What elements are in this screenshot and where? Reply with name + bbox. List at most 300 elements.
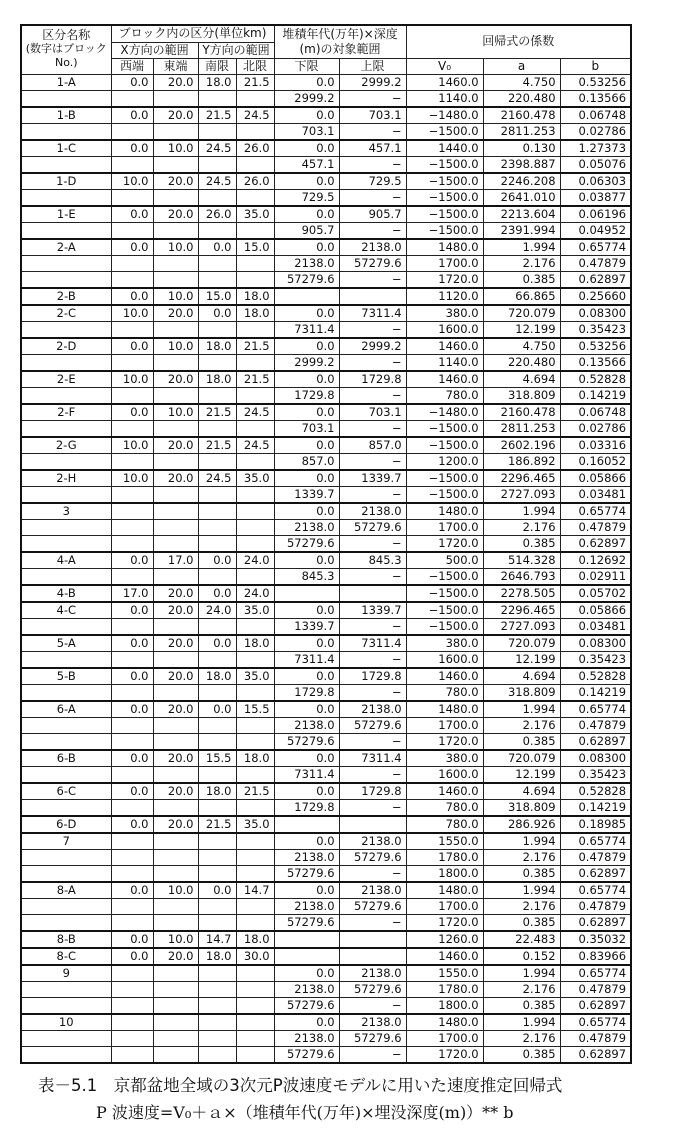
cell-west (111, 189, 153, 206)
cell-v0: −1500.0 (406, 618, 483, 635)
cell-upper: − (339, 535, 406, 552)
cell-south: 18.0 (198, 74, 236, 90)
table-row (21, 140, 631, 157)
cell-v0: 1600.0 (406, 766, 483, 783)
cell-b: 0.65774 (560, 965, 631, 982)
cell-a: 2.176 (483, 898, 560, 914)
cell-a: 0.385 (483, 997, 560, 1014)
cell-lower: 7311.4 (274, 321, 339, 338)
cell-zone (21, 914, 111, 931)
cell-upper: − (339, 1046, 406, 1063)
cell-a: 318.809 (483, 684, 560, 701)
cell-v0: 1480.0 (406, 503, 483, 520)
cell-lower: 2138.0 (274, 981, 339, 997)
cell-east: 10.0 (153, 288, 198, 305)
cell-upper: 2138.0 (339, 965, 406, 982)
cell-lower: 57279.6 (274, 1046, 339, 1063)
cell-north (236, 453, 274, 470)
cell-a: 0.385 (483, 271, 560, 288)
cell-a: 720.079 (483, 750, 560, 767)
cell-v0: 1720.0 (406, 1046, 483, 1063)
table-row (21, 635, 631, 652)
cell-lower: 2138.0 (274, 1030, 339, 1046)
cell-v0: 1460.0 (406, 371, 483, 388)
cell-west (111, 90, 153, 107)
cell-north (236, 898, 274, 914)
cell-a: 2602.196 (483, 437, 560, 454)
cell-south (198, 519, 236, 535)
cell-v0: 1460.0 (406, 948, 483, 965)
cell-b: 0.03481 (560, 486, 631, 503)
cell-a: 2296.465 (483, 602, 560, 619)
cell-west: 10.0 (111, 470, 153, 487)
cell-b: 0.62897 (560, 914, 631, 931)
cell-a: 2641.010 (483, 189, 560, 206)
cell-west: 0.0 (111, 931, 153, 948)
cell-lower: 0.0 (274, 305, 339, 322)
cell-v0: 1780.0 (406, 981, 483, 997)
cell-b: 0.02786 (560, 420, 631, 437)
cell-b: 0.16052 (560, 453, 631, 470)
cell-upper: 57279.6 (339, 849, 406, 865)
cell-v0: 1700.0 (406, 519, 483, 535)
cell-west (111, 717, 153, 733)
cell-west (111, 387, 153, 404)
header-v0: V₀ (406, 58, 483, 74)
cell-south: 0.0 (198, 305, 236, 322)
table-row (21, 107, 631, 124)
cell-north (236, 766, 274, 783)
cell-upper: 1729.8 (339, 783, 406, 800)
header-upper: 上限 (339, 58, 406, 74)
cell-west: 0.0 (111, 107, 153, 124)
cell-v0: 780.0 (406, 799, 483, 816)
cell-lower: 2138.0 (274, 898, 339, 914)
cell-zone (21, 865, 111, 882)
cell-zone: 8-A (21, 882, 111, 899)
cell-v0: 1600.0 (406, 651, 483, 668)
cell-v0: 1550.0 (406, 965, 483, 982)
cell-v0: 380.0 (406, 750, 483, 767)
cell-lower: 57279.6 (274, 535, 339, 552)
cell-lower: 1339.7 (274, 618, 339, 635)
table-row (21, 305, 631, 322)
cell-a: 1.994 (483, 965, 560, 982)
cell-lower: 0.0 (274, 371, 339, 388)
cell-upper: − (339, 684, 406, 701)
cell-zone: 9 (21, 965, 111, 982)
cell-zone: 1-C (21, 140, 111, 157)
cell-zone (21, 981, 111, 997)
cell-upper: − (339, 189, 406, 206)
cell-west (111, 503, 153, 520)
cell-upper: 7311.4 (339, 750, 406, 767)
cell-b: 0.52828 (560, 371, 631, 388)
cell-zone: 8-B (21, 931, 111, 948)
cell-b: 0.14219 (560, 799, 631, 816)
cell-west: 0.0 (111, 816, 153, 833)
header-south: 南限 (198, 58, 236, 74)
cell-lower: 0.0 (274, 783, 339, 800)
cell-north (236, 90, 274, 107)
cell-upper: − (339, 651, 406, 668)
cell-a: 4.694 (483, 668, 560, 685)
cell-upper: − (339, 865, 406, 882)
header-a: a (483, 58, 560, 74)
cell-south (198, 833, 236, 850)
cell-zone (21, 271, 111, 288)
cell-a: 0.385 (483, 1046, 560, 1063)
cell-west (111, 535, 153, 552)
cell-north: 24.5 (236, 404, 274, 421)
cell-north (236, 222, 274, 239)
cell-b: 0.14219 (560, 387, 631, 404)
cell-a: 1.994 (483, 833, 560, 850)
cell-upper: − (339, 733, 406, 750)
cell-south (198, 189, 236, 206)
cell-a: 0.152 (483, 948, 560, 965)
cell-north (236, 271, 274, 288)
cell-lower: 0.0 (274, 107, 339, 124)
cell-zone (21, 535, 111, 552)
cell-upper: 1729.8 (339, 668, 406, 685)
cell-lower: 0.0 (274, 1014, 339, 1031)
cell-v0: −1500.0 (406, 602, 483, 619)
cell-north: 18.0 (236, 305, 274, 322)
cell-upper: 7311.4 (339, 305, 406, 322)
cell-north: 24.0 (236, 585, 274, 602)
table-row (21, 799, 631, 816)
cell-v0: 1140.0 (406, 90, 483, 107)
table-row (21, 965, 631, 982)
cell-zone: 6-C (21, 783, 111, 800)
cell-zone (21, 420, 111, 437)
table-row (21, 1046, 631, 1063)
cell-upper: − (339, 618, 406, 635)
cell-b: 0.13566 (560, 90, 631, 107)
cell-west: 10.0 (111, 173, 153, 190)
cell-b: 0.05866 (560, 470, 631, 487)
cell-v0: 1550.0 (406, 833, 483, 850)
cell-east (153, 833, 198, 850)
cell-v0: −1500.0 (406, 486, 483, 503)
cell-south: 0.0 (198, 882, 236, 899)
table-row (21, 288, 631, 305)
cell-south (198, 1046, 236, 1063)
cell-lower: 0.0 (274, 668, 339, 685)
cell-north (236, 1046, 274, 1063)
cell-zone: 7 (21, 833, 111, 850)
cell-zone: 8-C (21, 948, 111, 965)
cell-east: 20.0 (153, 371, 198, 388)
cell-b: 0.62897 (560, 865, 631, 882)
cell-b: 0.53256 (560, 338, 631, 355)
cell-north (236, 156, 274, 173)
cell-b: 0.65774 (560, 503, 631, 520)
cell-lower: 2999.2 (274, 354, 339, 371)
table-row (21, 519, 631, 535)
cell-south (198, 123, 236, 140)
cell-zone: 2-E (21, 371, 111, 388)
cell-west (111, 766, 153, 783)
cell-v0: 780.0 (406, 816, 483, 833)
cell-east: 20.0 (153, 470, 198, 487)
cell-lower: 0.0 (274, 882, 339, 899)
cell-north (236, 568, 274, 585)
cell-upper: − (339, 354, 406, 371)
cell-south: 24.5 (198, 470, 236, 487)
cell-east: 20.0 (153, 948, 198, 965)
cell-south: 15.0 (198, 288, 236, 305)
cell-north (236, 486, 274, 503)
cell-lower: 0.0 (274, 338, 339, 355)
cell-zone: 4-A (21, 552, 111, 569)
cell-north (236, 519, 274, 535)
cell-west: 0.0 (111, 783, 153, 800)
table-row (21, 833, 631, 850)
cell-west (111, 733, 153, 750)
cell-zone: 5-A (21, 635, 111, 652)
cell-south (198, 981, 236, 997)
cell-west: 0.0 (111, 74, 153, 90)
cell-lower: 57279.6 (274, 271, 339, 288)
cell-lower: 729.5 (274, 189, 339, 206)
cell-b: 0.83966 (560, 948, 631, 965)
cell-west (111, 981, 153, 997)
table-row (21, 898, 631, 914)
table-row (21, 717, 631, 733)
table-row (21, 618, 631, 635)
cell-south (198, 733, 236, 750)
cell-zone: 2-F (21, 404, 111, 421)
cell-east: 10.0 (153, 931, 198, 948)
cell-b: 0.53256 (560, 74, 631, 90)
table-row (21, 156, 631, 173)
cell-b: 0.47879 (560, 981, 631, 997)
cell-b: 0.03877 (560, 189, 631, 206)
cell-zone (21, 123, 111, 140)
cell-north: 14.7 (236, 882, 274, 899)
cell-east (153, 503, 198, 520)
cell-west (111, 568, 153, 585)
cell-a: 2727.093 (483, 618, 560, 635)
cell-east: 20.0 (153, 74, 198, 90)
cell-zone (21, 733, 111, 750)
cell-lower: 845.3 (274, 568, 339, 585)
cell-east (153, 222, 198, 239)
cell-zone (21, 849, 111, 865)
cell-b: 0.65774 (560, 701, 631, 718)
cell-v0: 1800.0 (406, 997, 483, 1014)
cell-upper: 57279.6 (339, 1030, 406, 1046)
cell-upper (339, 948, 406, 965)
cell-v0: 1720.0 (406, 535, 483, 552)
cell-lower: 7311.4 (274, 651, 339, 668)
table-row (21, 585, 631, 602)
cell-a: 66.865 (483, 288, 560, 305)
cell-north (236, 387, 274, 404)
table-row (21, 338, 631, 355)
cell-a: 12.199 (483, 766, 560, 783)
cell-lower: 703.1 (274, 123, 339, 140)
cell-upper: 57279.6 (339, 519, 406, 535)
cell-upper: 1729.8 (339, 371, 406, 388)
cell-v0: 1720.0 (406, 914, 483, 931)
cell-west (111, 865, 153, 882)
cell-a: 2160.478 (483, 404, 560, 421)
cell-south (198, 898, 236, 914)
cell-v0: −1500.0 (406, 420, 483, 437)
cell-west (111, 156, 153, 173)
cell-north: 15.0 (236, 239, 274, 256)
cell-east: 20.0 (153, 585, 198, 602)
table-row (21, 437, 631, 454)
cell-b: 0.08300 (560, 635, 631, 652)
cell-north: 18.0 (236, 635, 274, 652)
cell-north (236, 965, 274, 982)
cell-south (198, 1014, 236, 1031)
table-row (21, 74, 631, 90)
cell-zone: 4-C (21, 602, 111, 619)
cell-west (111, 519, 153, 535)
cell-upper: 2999.2 (339, 74, 406, 90)
table-row (21, 387, 631, 404)
cell-south: 18.0 (198, 338, 236, 355)
cell-upper: 703.1 (339, 107, 406, 124)
cell-upper: 729.5 (339, 173, 406, 190)
cell-upper: − (339, 123, 406, 140)
cell-west (111, 1030, 153, 1046)
table-row (21, 354, 631, 371)
cell-b: 1.27373 (560, 140, 631, 157)
cell-upper: − (339, 486, 406, 503)
cell-a: 0.385 (483, 914, 560, 931)
cell-upper: 2138.0 (339, 882, 406, 899)
cell-south (198, 271, 236, 288)
cell-lower: 0.0 (274, 173, 339, 190)
cell-upper (339, 585, 406, 602)
cell-east (153, 914, 198, 931)
cell-b: 0.25660 (560, 288, 631, 305)
cell-north (236, 503, 274, 520)
cell-v0: 1480.0 (406, 239, 483, 256)
table-row (21, 733, 631, 750)
cell-north: 18.0 (236, 931, 274, 948)
cell-west (111, 486, 153, 503)
cell-a: 720.079 (483, 305, 560, 322)
cell-zone (21, 453, 111, 470)
cell-a: 2246.208 (483, 173, 560, 190)
cell-v0: −1500.0 (406, 437, 483, 454)
cell-east: 20.0 (153, 173, 198, 190)
header-east: 東端 (153, 58, 198, 74)
cell-south (198, 997, 236, 1014)
cell-south: 18.0 (198, 371, 236, 388)
table-row (21, 503, 631, 520)
cell-north: 26.0 (236, 140, 274, 157)
cell-upper: 57279.6 (339, 981, 406, 997)
cell-upper: − (339, 321, 406, 338)
cell-a: 220.480 (483, 354, 560, 371)
cell-north: 21.5 (236, 371, 274, 388)
cell-a: 12.199 (483, 651, 560, 668)
cell-north (236, 733, 274, 750)
cell-a: 1.994 (483, 882, 560, 899)
cell-upper (339, 816, 406, 833)
cell-zone: 1-B (21, 107, 111, 124)
cell-upper: 1339.7 (339, 602, 406, 619)
cell-east (153, 865, 198, 882)
cell-south: 21.5 (198, 404, 236, 421)
cell-west (111, 618, 153, 635)
cell-upper: 57279.6 (339, 898, 406, 914)
cell-lower: 7311.4 (274, 766, 339, 783)
cell-a: 4.750 (483, 74, 560, 90)
cell-west: 10.0 (111, 437, 153, 454)
cell-east (153, 997, 198, 1014)
cell-v0: 380.0 (406, 635, 483, 652)
cell-upper: 57279.6 (339, 255, 406, 271)
cell-zone: 1-A (21, 74, 111, 90)
cell-south: 15.5 (198, 750, 236, 767)
cell-b: 0.06748 (560, 107, 631, 124)
cell-south (198, 255, 236, 271)
cell-east (153, 156, 198, 173)
cell-lower: 2138.0 (274, 255, 339, 271)
table-row (21, 849, 631, 865)
cell-a: 720.079 (483, 635, 560, 652)
cell-west (111, 799, 153, 816)
cell-v0: 1140.0 (406, 354, 483, 371)
cell-north (236, 651, 274, 668)
cell-a: 2.176 (483, 981, 560, 997)
cell-b: 0.14219 (560, 684, 631, 701)
cell-zone: 2-G (21, 437, 111, 454)
cell-a: 0.385 (483, 535, 560, 552)
cell-south (198, 965, 236, 982)
cell-b: 0.06196 (560, 206, 631, 223)
cell-v0: −1500.0 (406, 123, 483, 140)
cell-south (198, 1030, 236, 1046)
cell-a: 2646.793 (483, 568, 560, 585)
cell-north: 24.5 (236, 437, 274, 454)
cell-lower: 2138.0 (274, 519, 339, 535)
cell-east: 20.0 (153, 635, 198, 652)
cell-zone (21, 519, 111, 535)
table-body (21, 74, 631, 1063)
cell-north: 15.5 (236, 701, 274, 718)
cell-a: 2278.505 (483, 585, 560, 602)
cell-west: 0.0 (111, 288, 153, 305)
cell-north (236, 189, 274, 206)
cell-v0: 1480.0 (406, 882, 483, 899)
table-row (21, 239, 631, 256)
cell-south: 0.0 (198, 635, 236, 652)
table-row (21, 882, 631, 899)
cell-east: 20.0 (153, 668, 198, 685)
cell-north: 24.0 (236, 552, 274, 569)
table-row (21, 206, 631, 223)
cell-zone (21, 684, 111, 701)
cell-upper: − (339, 568, 406, 585)
cell-south (198, 354, 236, 371)
cell-north (236, 799, 274, 816)
cell-north (236, 123, 274, 140)
cell-lower: 0.0 (274, 239, 339, 256)
cell-south (198, 568, 236, 585)
cell-zone: 2-B (21, 288, 111, 305)
cell-upper: 845.3 (339, 552, 406, 569)
